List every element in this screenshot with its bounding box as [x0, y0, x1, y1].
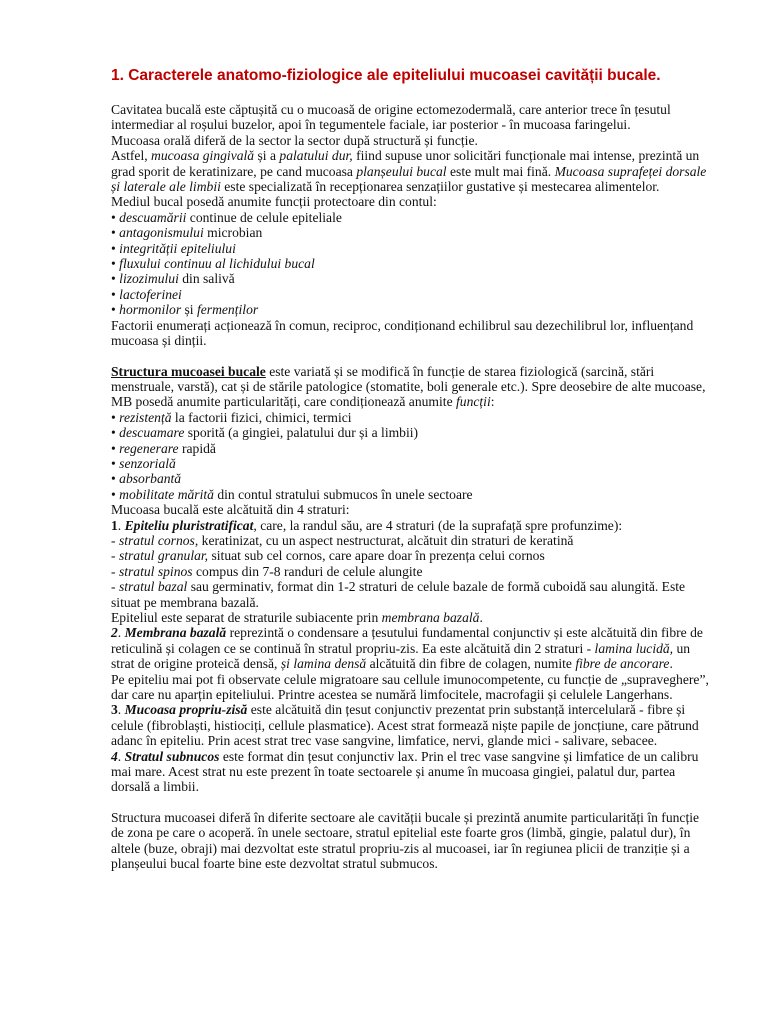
- paragraph-four-layers: Mucoasa bucală este alcătuită din 4 straturi:: [111, 502, 350, 518]
- list-item: • hormonilor și fermenților: [111, 302, 259, 318]
- list-item: • descuamării continue de celule epiteliale: [111, 209, 342, 225]
- paragraph-basal-membrane: 2. Membrana bazală reprezintă o condensare a țesutului fundamental conjunctiv și este alcătuită din fibre de reticulină și colagen ce se continuă în stratul propriu-zis. Ea este alcătuită din 2 straturi - lamina lucidă, un strat de origine proteică densă, și lamina densă alcătuită din fibre de colagen, numite fibre de ancorare.: [111, 625, 703, 672]
- paragraph-protective-intro: Mediul bucal posedă anumite funcții protectoare din contul:: [111, 194, 437, 210]
- list-item: - stratul granular, situat sub cel cornos, care apare doar în prezența celui cornos: [111, 548, 545, 564]
- paragraph-gap: [111, 349, 710, 364]
- paragraph-epithelium: 1. Epiteliu pluristratificat, care, la randul său, are 4 straturi (de la suprafață spre profunzime):: [111, 517, 623, 533]
- paragraph-sectors: Mucoasa orală diferă de la sector la sector după structură și funcție.: [111, 132, 478, 148]
- list-item: - stratul bazal sau germinativ, format din 1-2 straturi de celule bazale de formă cuboidă sau alungită. Este situat pe membrana bazală.: [111, 579, 686, 610]
- paragraph-submucosa: 4. Stratul subnucos este format din țesut conjunctiv lax. Prin el trec vase sangvine și limfatice de un calibru mai mare. Acest strat nu este prezent în toate sectoarele și anume în mucoasa gingiei, palatul dur, partea dorsală a limbii.: [111, 748, 699, 795]
- list-item: • lactoferinei: [111, 286, 182, 302]
- paragraph-migratory-cells: Pe epiteliu mai pot fi observate celule migratoare sau cellule imunocompetente, cu funcție de „supraveghere”, dar care nu aparțin epiteliului. Printre acestea se numără limfocitele, macrofagii și celulele Langerhans.: [111, 671, 709, 703]
- protective-functions-list: [111, 210, 710, 318]
- section-title: 1. Caracterele anatomo-fiziologice ale epiteliului mucoasei cavității bucale.: [111, 67, 661, 84]
- paragraph-gap: [111, 795, 710, 810]
- list-item: • fluxului continuu al lichidului bucal: [111, 256, 315, 272]
- epithelium-layers-list: [111, 533, 710, 610]
- document-body: [111, 102, 710, 872]
- list-item: • descuamare sporită (a gingiei, palatului dur și a limbii): [111, 425, 419, 441]
- list-item: • lizozimului din salivă: [111, 271, 235, 287]
- paragraph-structure: Structura mucoasei bucale este variată și se modifică în funcție de starea fiziologică (sarcină, stări menstruale, varstă), cat și de stările patologice (stomatite, boli generale etc.). Spre deosebire de alte mucoase, MB posedă anumite particularități, care condiționează anumite funcții:: [111, 363, 706, 410]
- list-item: • mobilitate mărită din contul stratului submucos în unele sectoare: [111, 486, 473, 502]
- paragraph-lamina-propria: 3. Mucoasa propriu-zisă este alcătuită din țesut conjunctiv prezentat prin substanță intercelulară - fibre și celule (fibroblaști, histiociți, cellule plasmatice). Acest strat formează niște papile de joncțiune, care pătrund adanc în epiteliu. Prin acest strat trec vase sangvine, limfatice, nervi, glande mici - salivare, sebacee.: [111, 702, 699, 749]
- list-item: - stratul cornos, keratinizat, cu un aspect nestructurat, alcătuit din straturi de keratină: [111, 532, 574, 548]
- list-item: • rezistență la factorii fizici, chimici, termici: [111, 409, 352, 425]
- list-item: • absorbantă: [111, 471, 182, 487]
- paragraph-separation: Epiteliul este separat de straturile subiacente prin membrana bazală.: [111, 610, 483, 625]
- structure-heading: Structura mucoasei bucale: [111, 363, 266, 379]
- list-item: - stratul spinos compus din 7-8 randuri de celule alungite: [111, 563, 423, 579]
- list-item: • senzorială: [111, 455, 176, 471]
- paragraph-intro: Cavitatea bucală este căptușită cu o mucoasă de origine ectomezodermală, care anterior trece în țesutul intermediar al roșului buzelor, apoi în tegumentele faciale, iar posterior - în mucoasa faringelui.: [111, 102, 671, 133]
- list-item: • regenerare rapidă: [111, 440, 216, 456]
- paragraph-keratinization: Astfel, mucoasa gingivală și a palatului dur, fiind supuse unor solicitări funcționale mai intense, prezintă un grad sporit de keratinizare, pe cand mucoasa planșeului bucal este mult mai fină. Mucoasa suprafeței dorsale și laterale ale limbii este specializată în recepționarea senzațiilor gustative și mestecarea alimentelor.: [111, 148, 707, 195]
- paragraph-factors: Factorii enumerați acționează în comun, reciproc, condiționand echilibrul sau dezechilibrul lor, influențand mucoasa și dinții.: [111, 317, 694, 349]
- functions-list: [111, 410, 710, 502]
- paragraph-sector-differences: Structura mucoasei diferă în diferite sectoare ale cavității bucale și prezintă anumite particularități în funcție de zona pe care o acoperă. în unele sectoare, stratul epitelial este foarte gros (limbă, gingie, palatul dur), în altele (buze, obraji) mai dezvoltat este stratul propriu-zis al mucoasei, iar în regiunea plicii de tranziție și a planșeului bucal foarte bine este dezvoltat stratul submucos.: [111, 809, 700, 872]
- list-item: • antagonismului microbian: [111, 225, 263, 241]
- list-item: • integrității epiteliului: [111, 240, 236, 256]
